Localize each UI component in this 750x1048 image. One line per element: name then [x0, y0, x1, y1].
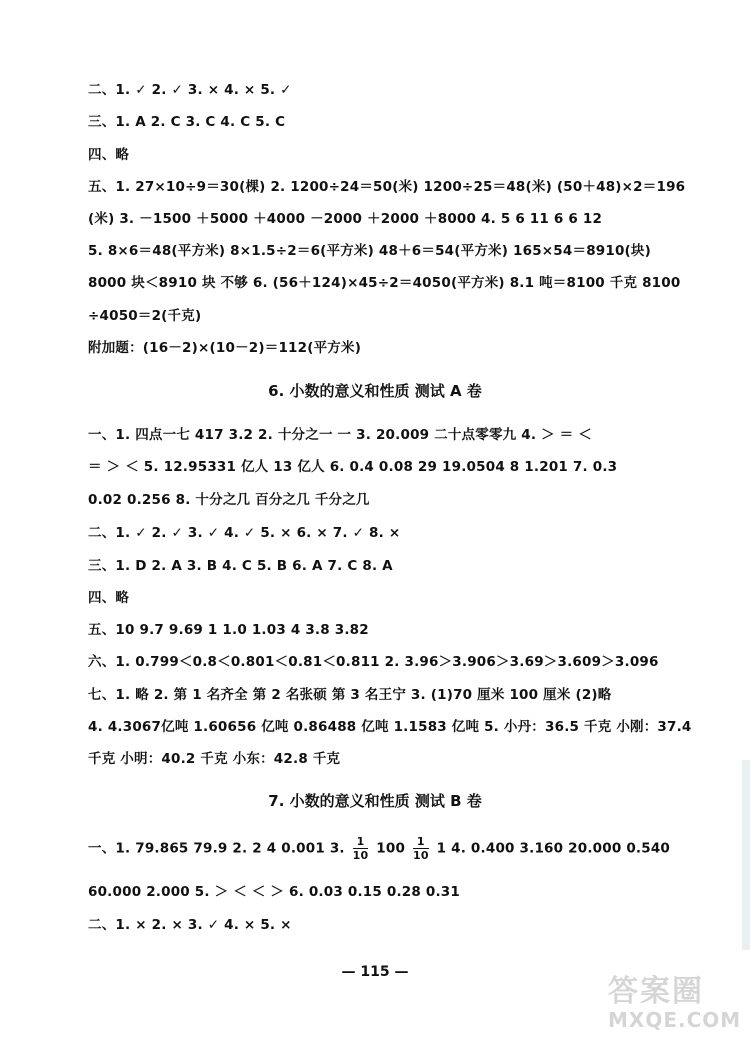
answer-line-with-fractions — [88, 836, 670, 861]
answer-line: 五、10 9.7 9.69 1 1.0 1.03 4 3.8 3.82 — [88, 622, 369, 638]
fraction-numerator: 1 — [413, 836, 429, 849]
answer-line: 三、1. A 2. C 3. C 4. C 5. C — [88, 114, 286, 130]
section-title: 6. 小数的意义和性质 测试 A 卷 — [268, 382, 482, 400]
answer-text: 一、1. 79.865 79.9 2. 2 4 0.001 3. — [88, 840, 345, 857]
fraction-numerator: 1 — [353, 836, 369, 849]
fraction — [353, 836, 369, 861]
page-number: — 115 — — [341, 964, 409, 980]
answer-line: 8000 块＜8910 块 不够 6. (56＋124)×45÷2＝4050(平方米) 8.1 吨＝8100 千克 8100 — [88, 275, 681, 291]
answer-line: 二、1. ✓ 2. ✓ 3. ✓ 4. ✓ 5. × 6. × 7. ✓ 8. × — [88, 525, 401, 541]
answer-line: 60.000 2.000 5. ＞ ＜ ＜ ＞ 6. 0.03 0.15 0.28 0.31 — [88, 884, 460, 900]
fraction-denominator: 10 — [352, 849, 369, 862]
answer-line: 四、略 — [88, 147, 130, 163]
answer-line: 5. 8×6＝48(平方米) 8×1.5÷2＝6(平方米) 48＋6＝54(平方米) 165×54＝8910(块) — [88, 243, 652, 259]
fraction-denominator: 10 — [412, 849, 429, 862]
answer-line: 4. 4.3067亿吨 1.60656 亿吨 0.86488 亿吨 1.1583 亿吨 5. 小丹：36.5 千克 小刚：37.4 — [88, 719, 692, 735]
watermark-url: MXQE.COM — [608, 1008, 742, 1032]
answer-line: ＝ ＞ ＜ 5. 12.95331 亿人 13 亿人 6. 0.4 0.08 29 19.0504 8 1.201 7. 0.3 — [88, 459, 618, 475]
answer-line: ÷4050＝2(千克) — [88, 308, 202, 324]
answer-line: 四、略 — [88, 590, 130, 606]
section-title: 7. 小数的意义和性质 测试 B 卷 — [268, 792, 482, 810]
answer-line: 0.02 0.256 8. 十分之几 百分之几 千分之几 — [88, 492, 370, 508]
answer-line: 附加题：(16－2)×(10－2)＝112(平方米) — [88, 340, 362, 356]
answer-line: 千克 小明：40.2 千克 小东：42.8 千克 — [88, 751, 341, 767]
answer-text: 1 4. 0.400 3.160 20.000 0.540 — [436, 840, 671, 857]
watermark-text: 答案圈 — [608, 974, 704, 1009]
answer-line: 三、1. D 2. A 3. B 4. C 5. B 6. A 7. C 8. A — [88, 558, 393, 574]
answer-line: 六、1. 0.799＜0.8＜0.801＜0.81＜0.811 2. 3.96＞3.906＞3.69＞3.609＞3.096 — [88, 654, 659, 670]
answer-line: 一、1. 四点一七 417 3.2 2. 十分之一 一 3. 20.009 二十点零零九 4. ＞ ＝ ＜ — [88, 427, 592, 443]
fraction — [413, 836, 429, 861]
watermark-logo — [608, 974, 742, 1040]
answer-line: 五、1. 27×10÷9＝30(棵) 2. 1200÷24＝50(米) 1200÷25＝48(米) (50＋48)×2＝196 — [88, 179, 686, 195]
page-edge-strip — [742, 760, 750, 950]
answer-line: 二、1. ✓ 2. ✓ 3. × 4. × 5. ✓ — [88, 82, 292, 98]
answer-line: (米) 3. －1500 ＋5000 ＋4000 －2000 ＋2000 ＋8000 4. 5 6 11 6 6 12 — [88, 211, 603, 227]
answer-line: 七、1. 略 2. 第 1 名齐全 第 2 名张硕 第 3 名王宁 3. (1)70 厘米 100 厘米 (2)略 — [88, 687, 612, 703]
answer-line: 二、1. × 2. × 3. ✓ 4. × 5. × — [88, 917, 292, 933]
answer-text: 100 — [376, 840, 406, 857]
